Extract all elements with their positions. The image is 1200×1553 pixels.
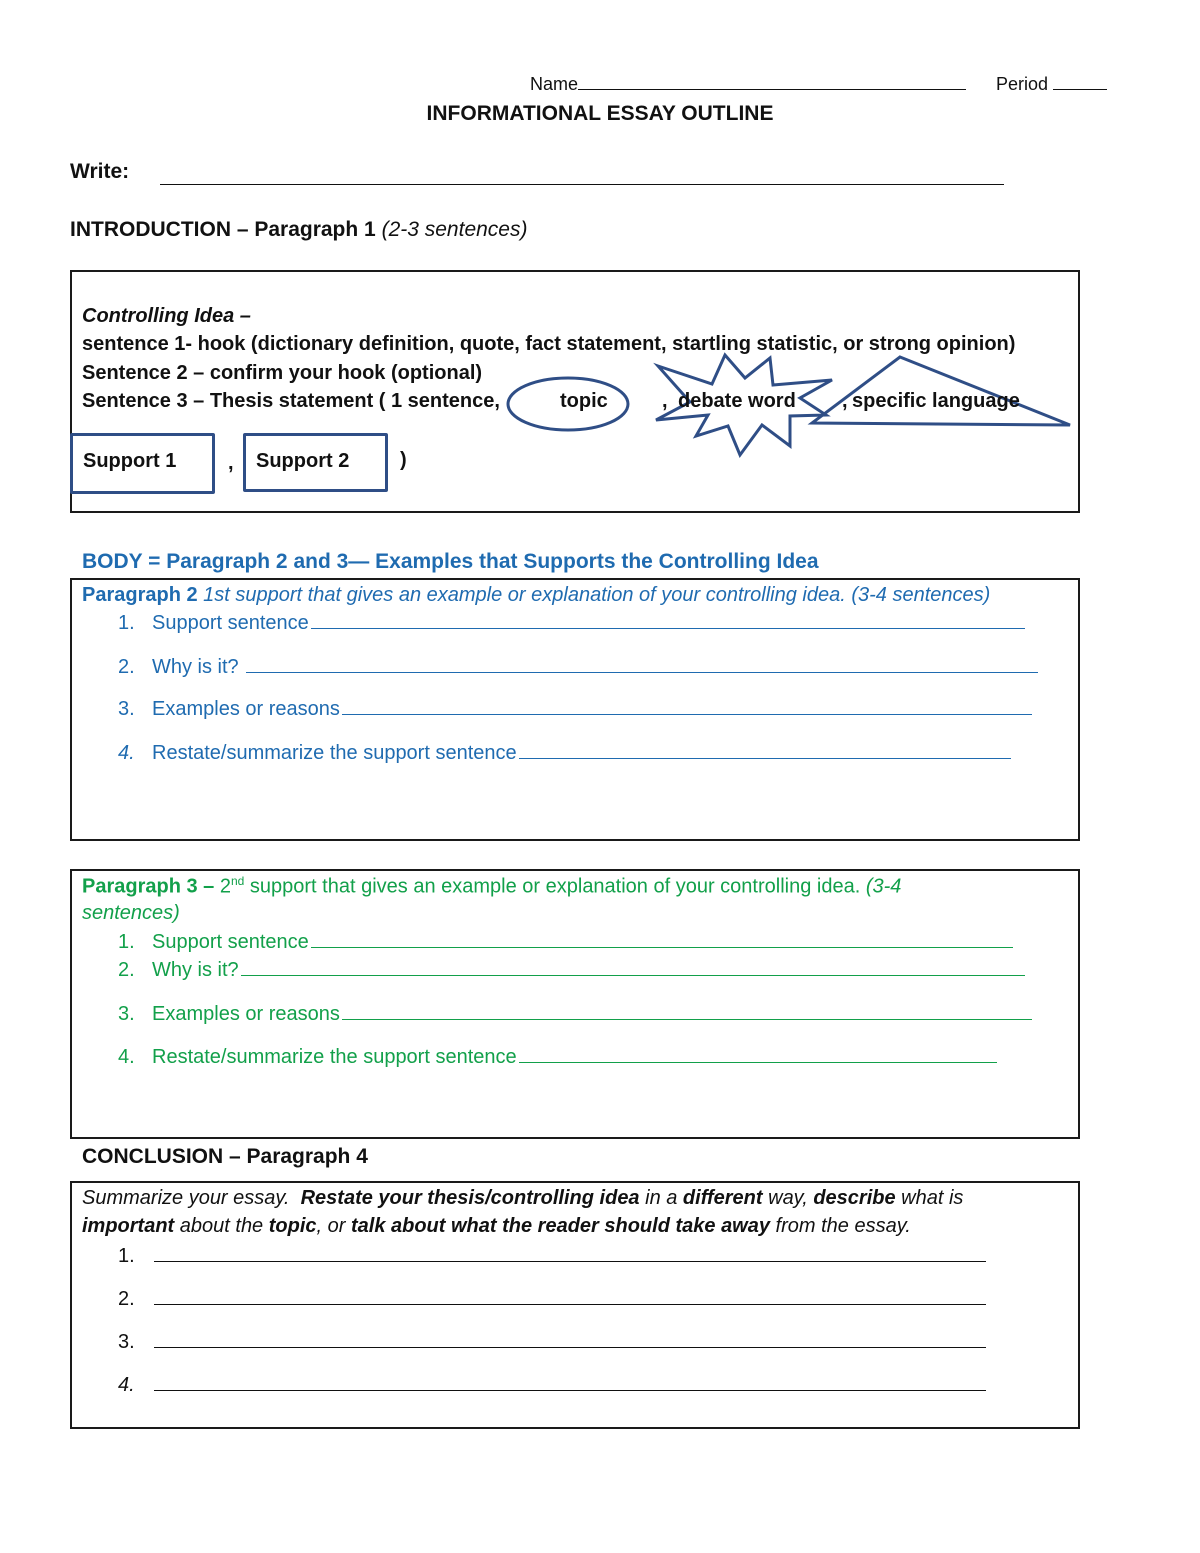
comma-3: , — [228, 452, 234, 474]
p3-item-1-text: Support sentence — [152, 931, 309, 953]
conclusion-text-run: in a — [639, 1187, 683, 1209]
support-2-label: Support 2 — [256, 450, 350, 472]
p2-item-4[interactable] — [118, 742, 1011, 765]
conclusion-item-3-blank[interactable] — [154, 1346, 986, 1348]
support-1-label: Support 1 — [83, 450, 177, 472]
p3-item-2[interactable] — [118, 959, 1025, 982]
intro-heading-bold: INTRODUCTION – Paragraph 1 — [70, 218, 376, 241]
p3-item-1-num: 1. — [118, 931, 135, 953]
conclusion-item-2[interactable] — [118, 1288, 986, 1311]
paragraph-3-desc: support that gives an example or explanation of your controlling idea. — [244, 875, 866, 898]
paragraph-3-label: Paragraph 3 – — [82, 875, 215, 898]
paragraph-2-desc: 1st support that gives an example or explanation of your controlling idea. (3-4 sentences) — [203, 584, 991, 606]
conclusion-text-run: about the — [174, 1215, 269, 1237]
conclusion-instructions-line-2 — [82, 1215, 911, 1238]
conclusion-item-2-blank[interactable] — [154, 1303, 986, 1305]
p2-item-3-text: Examples or reasons — [152, 698, 340, 720]
conclusion-text-run: important — [82, 1215, 175, 1237]
p3-item-4[interactable] — [118, 1046, 997, 1069]
intro-heading-ital: (2-3 sentences) — [381, 218, 528, 241]
p2-item-4-blank[interactable] — [519, 757, 1011, 759]
paragraph-3-ordinal: 2 — [219, 875, 231, 898]
paragraph-3-desc-ital-1: (3-4 — [865, 875, 902, 898]
debate-word-label: debate word — [678, 390, 796, 412]
body-heading: BODY = Paragraph 2 and 3— Examples that Supports the Controlling Idea — [82, 550, 819, 573]
conclusion-instructions-line-1 — [82, 1187, 963, 1210]
conclusion-text-run: different — [682, 1187, 763, 1209]
specific-language-label: specific language — [852, 390, 1020, 412]
write-label: Write: — [70, 160, 130, 183]
p2-item-2-blank[interactable] — [246, 671, 1038, 673]
p3-item-1-blank[interactable] — [311, 946, 1013, 948]
sentence-2: Sentence 2 – confirm your hook (optional) — [82, 362, 483, 384]
p2-item-2[interactable] — [118, 656, 1038, 679]
p3-item-3-blank[interactable] — [342, 1018, 1032, 1020]
conclusion-item-4[interactable] — [118, 1374, 986, 1397]
conclusion-text-run: talk about what the reader should take away — [350, 1215, 770, 1237]
paragraph-3-desc-ital-2: sentences) — [82, 902, 180, 924]
p2-item-2-num: 2. — [118, 656, 135, 678]
conclusion-text-run: topic — [268, 1215, 317, 1237]
conclusion-text-run: describe — [813, 1187, 896, 1209]
support-1-box — [70, 433, 215, 494]
conclusion-text-run: Restate your thesis/controlling idea — [300, 1187, 640, 1209]
support-2-box — [243, 433, 388, 492]
period-label: Period — [996, 74, 1049, 94]
p2-item-1[interactable] — [118, 612, 1025, 635]
p2-item-1-num: 1. — [118, 612, 135, 634]
page-title: INFORMATIONAL ESSAY OUTLINE — [426, 102, 774, 125]
conclusion-item-4-blank[interactable] — [154, 1389, 986, 1391]
sentence-1: sentence 1- hook (dictionary definition, quote, fact statement, startling statistic, or strong opinion) — [82, 333, 1016, 355]
conclusion-text-run: way, — [762, 1187, 814, 1209]
conclusion-item-1[interactable] — [118, 1245, 986, 1268]
comma-1: , — [662, 390, 668, 412]
conclusion-text-run: what is — [895, 1187, 964, 1209]
name-label: Name — [530, 74, 579, 94]
p3-item-4-text: Restate/summarize the support sentence — [152, 1046, 517, 1068]
p3-item-1[interactable] — [118, 931, 1013, 954]
topic-label: topic — [560, 390, 608, 412]
p2-item-2-text: Why is it? — [152, 656, 245, 678]
conclusion-item-2-num: 2. — [118, 1288, 135, 1310]
p3-item-4-blank[interactable] — [519, 1061, 997, 1063]
p2-item-3[interactable] — [118, 698, 1032, 721]
p2-item-4-num: 4. — [118, 742, 135, 764]
p2-item-4-text: Restate/summarize the support sentence — [152, 742, 517, 764]
conclusion-text-run: , or — [316, 1215, 351, 1237]
conclusion-item-4-num: 4. — [118, 1374, 135, 1396]
conclusion-item-1-num: 1. — [118, 1245, 135, 1267]
conclusion-item-1-blank[interactable] — [154, 1260, 986, 1262]
conclusion-item-3-num: 3. — [118, 1331, 135, 1353]
close-paren: ) — [400, 449, 407, 471]
paragraph-3-ordinal-sup: nd — [230, 874, 245, 888]
p3-item-2-blank[interactable] — [241, 974, 1025, 976]
conclusion-item-3[interactable] — [118, 1331, 986, 1354]
sentence-3: Sentence 3 – Thesis statement ( 1 sentence, — [82, 390, 500, 412]
conclusion-heading: CONCLUSION – Paragraph 4 — [82, 1145, 368, 1168]
p2-item-1-blank[interactable] — [311, 627, 1025, 629]
p3-item-3-text: Examples or reasons — [152, 1003, 340, 1025]
p3-item-4-num: 4. — [118, 1046, 135, 1068]
p3-item-2-text: Why is it? — [152, 959, 239, 981]
p2-item-3-blank[interactable] — [342, 713, 1032, 715]
paragraph-2-label: Paragraph 2 — [82, 584, 198, 606]
p2-item-3-num: 3. — [118, 698, 135, 720]
paragraph-2-header — [82, 584, 990, 607]
p2-item-1-text: Support sentence — [152, 612, 309, 634]
conclusion-text-run: Summarize your essay. — [82, 1187, 301, 1209]
p3-item-3[interactable] — [118, 1003, 1032, 1026]
p3-item-2-num: 2. — [118, 959, 135, 981]
controlling-idea-label: Controlling Idea – — [82, 305, 251, 327]
conclusion-text-run: from the essay. — [770, 1215, 911, 1237]
p3-item-3-num: 3. — [118, 1003, 135, 1025]
comma-2: , — [842, 390, 848, 412]
paragraph-3-header — [82, 874, 901, 899]
